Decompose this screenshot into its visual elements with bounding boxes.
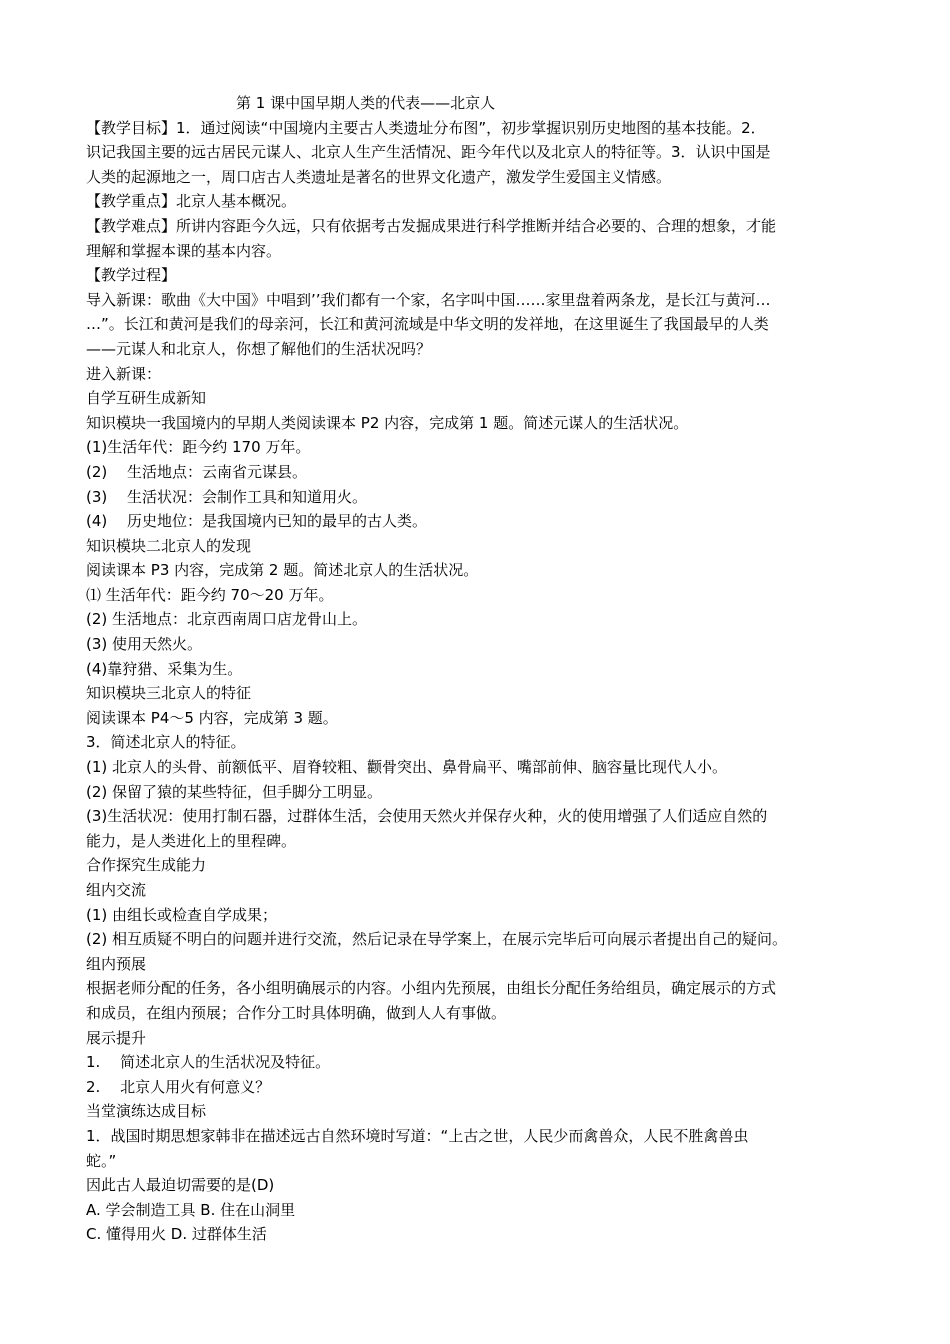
module2-instruction: 阅读课本 P3 内容，完成第 2 题。简述北京人的生活状况。 — [86, 561, 479, 580]
objectives-line: 识记我国主要的远古居民元谋人、北京人生产生活情况、距今年代以及北京人的特征等。3．认识中国是 — [86, 143, 771, 162]
intro-line: 导入新课：歌曲《大中国》中唱到’’我们都有一个家，名字叫中国……家里盘着两条龙，是长江与黄河… — [86, 290, 771, 309]
module3-heading: 知识模块三北京人的特征 — [86, 684, 252, 703]
module3-question: 3．简述北京人的特征。 — [86, 733, 246, 752]
lesson-title: 第 1 课中国早期人类的代表——北京人 — [236, 94, 496, 112]
group-exchange-heading: 组内交流 — [86, 881, 147, 899]
self-study-heading: 自学互研生成新知 — [86, 389, 207, 408]
module1-heading: 知识模块一我国境内的早期人类阅读课本 P2 内容，完成第 1 题。简述元谋人的生活状况。 — [86, 413, 689, 432]
document-page — [86, 91, 886, 1247]
practice-option-line: C. 懂得用火 D. 过群体生活 — [86, 1225, 267, 1244]
group-exchange-item: (2) 相互质疑不明白的问题并进行交流，然后记录在导学案上，在展示完毕后可向展示者提出自己的疑问。 — [86, 930, 788, 949]
module1-item: (4) 历史地位：是我国境内已知的最早的古人类。 — [86, 512, 428, 531]
module3-item: 能力，是人类进化上的里程碑。 — [86, 831, 297, 850]
key-point: 【教学重点】北京人基本概况。 — [86, 192, 297, 211]
module3-instruction: 阅读课本 P4〜5 内容，完成第 3 题。 — [86, 708, 338, 727]
presentation-item: 1. 简述北京人的生活状况及特征。 — [86, 1053, 331, 1072]
practice-question-line: 1．战国时期思想家韩非在描述远古自然环境时写道：“上古之世，人民少而禽兽众，人民不胜禽兽虫 — [86, 1126, 749, 1145]
presentation-item: 2. 北京人用火有何意义？ — [86, 1077, 271, 1096]
objectives-line: 人类的起源地之一，周口店古人类遗址是著名的世界文化遗产，激发学生爱国主义情感。 — [86, 167, 672, 186]
module2-item: (4)靠狩猎、采集为生。 — [86, 659, 243, 678]
practice-question-stem: 因此古人最迫切需要的是(D) — [86, 1176, 275, 1195]
module3-item: (2) 保留了猿的某些特征，但手脚分工明显。 — [86, 782, 383, 801]
module2-item: (2) 生活地点：北京西南周口店龙骨山上。 — [86, 610, 368, 629]
cooperation-heading: 合作探究生成能力 — [86, 856, 207, 875]
group-preview-line: 根据老师分配的任务，各小组明确展示的内容。小组内先预展，由组长分配任务给组员，确定展示的方式 — [86, 979, 777, 998]
group-preview-heading: 组内预展 — [86, 954, 147, 973]
practice-question-line: 蛇。” — [86, 1151, 117, 1170]
module1-item: (1)生活年代：距今约 170 万年。 — [86, 438, 311, 457]
module1-item: (3) 生活状况：会制作工具和知道用火。 — [86, 487, 368, 506]
module3-item: (1) 北京人的头骨、前额低平、眉脊较粗、颧骨突出、鼻骨扁平、嘴部前伸、脑容量比现代人小。 — [86, 758, 728, 777]
module1-item: (2) 生活地点：云南省元谋县。 — [86, 462, 308, 481]
module2-heading: 知识模块二北京人的发现 — [86, 536, 252, 555]
difficulty-line: 【教学难点】所讲内容距今久远，只有依据考古发掘成果进行科学推断并结合必要的、合理的想象，才能 — [86, 216, 777, 235]
practice-heading: 当堂演练达成目标 — [86, 1102, 207, 1121]
objectives-line: 【教学目标】1．通过阅读“中国境内主要古人类遗址分布图”，初步掌握识别历史地图的基本技能。2． — [86, 118, 766, 137]
new-lesson-label: 进入新课： — [86, 364, 162, 383]
intro-line: …”。长江和黄河是我们的母亲河，长江和黄河流域是中华文明的发祥地，在这里诞生了我国最早的人类 — [86, 315, 769, 334]
module3-item: (3)生活状况：使用打制石器，过群体生活，会使用天然火并保存火种，火的使用增强了人们适应自然的 — [86, 807, 768, 826]
module2-item: (3) 使用天然火。 — [86, 635, 203, 654]
practice-option-line: A. 学会制造工具 B. 住在山洞里 — [86, 1200, 296, 1219]
group-exchange-item: (1) 由组长或检查自学成果； — [86, 905, 278, 924]
process-heading: 【教学过程】 — [86, 266, 177, 285]
difficulty-line: 理解和掌握本课的基本内容。 — [86, 241, 282, 260]
group-preview-line: 和成员，在组内预展；合作分工时具体明确，做到人人有事做。 — [86, 1003, 507, 1022]
module2-item: ⑴ 生活年代：距今约 70〜20 万年。 — [86, 585, 334, 604]
intro-line: ——元谋人和北京人，你想了解他们的生活状况吗？ — [86, 339, 432, 358]
presentation-heading: 展示提升 — [86, 1028, 147, 1047]
